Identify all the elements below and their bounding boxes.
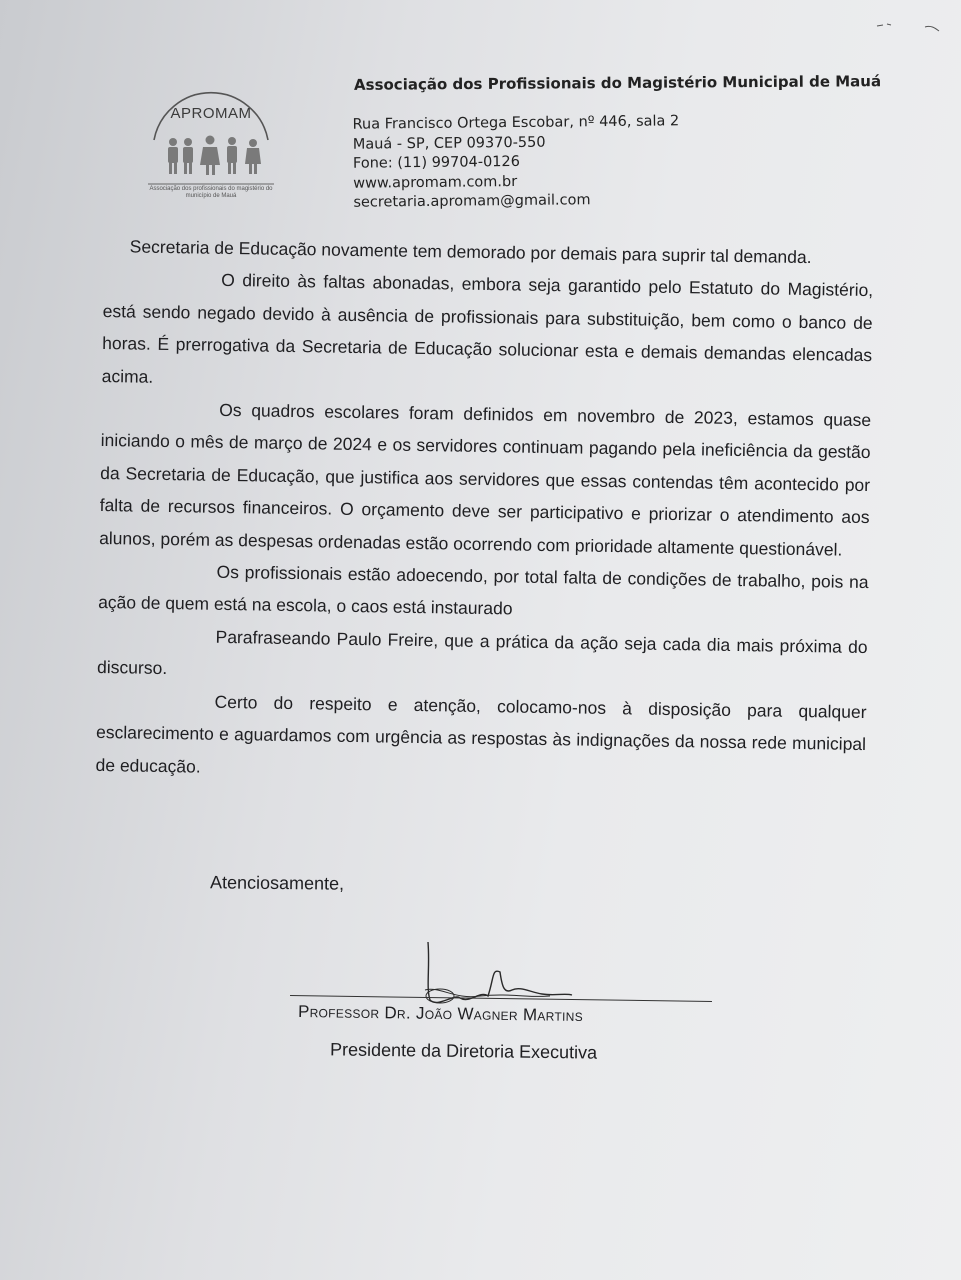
- paragraph-2: O direito às faltas abonadas, embora seja garantido pelo Estatuto do Magistério, está sendo negado devido à ausência de profissionais para substituição, bem como o banco de horas. É prerrogativa da Secretaria de Educação solucionar esta e demais demandas elencadas acima.: [101, 270, 874, 387]
- logo-subtitle: Associação dos profissionais do magistério do município de Mauá: [149, 186, 273, 199]
- paragraph-4: Os profissionais estão adoecendo, por total falta de condições de trabalho, pois na ação de quem está na escola, o caos está instaurado: [97, 561, 869, 619]
- paragraph-1: Secretaria de Educação novamente tem demorado por demais para suprir tal demanda.: [129, 236, 812, 268]
- logo-graphic: [140, 74, 282, 204]
- closing-salutation: Atenciosamente,: [209, 872, 345, 894]
- paper-mark: [875, 18, 945, 38]
- signatory-name: Professor Dr. João Wagner Martins: [297, 1002, 584, 1025]
- paragraph-6: Certo do respeito e atenção, colocamo-nos à disposição para qualquer esclarecimento e aguardamos com urgência as respostas às indignações da nossa rede municipal de educação.: [95, 691, 867, 777]
- apromam-logo: [140, 74, 282, 204]
- address-line: Rua Francisco Ortega Escobar, nº 446, sala 2: [352, 113, 680, 133]
- contact-block: [352, 112, 680, 213]
- organization-title: Associação dos Profissionais do Magistério Municipal de Mauá: [353, 72, 882, 94]
- paragraph-3: Os quadros escolares foram definidos em novembro de 2023, estamos quase iniciando o mês de março de 2024 e os servidores continuam pagando pela ineficiência da gestão da Secretaria de Educação, que justifica aos servidores que essas contendas têm acontecido por falta de recursos financeiros. O orçamento deve ser participativo e priorizar o atendimento aos alunos, porém as despesas ordenadas estão ocorrendo com prioridade altamente questionável.: [99, 399, 872, 560]
- phone-line: Fone: (11) 99704-0126: [352, 153, 521, 172]
- paragraph-5: Parafraseando Paulo Freire, que a prática da ação seja cada dia mais próxima do discurso.: [96, 626, 868, 679]
- website-link[interactable]: www.apromam.com.br: [353, 173, 518, 192]
- signatory-role: Presidente da Diretoria Executiva: [329, 1039, 598, 1063]
- email-link[interactable]: secretaria.apromam@gmail.com: [353, 192, 591, 211]
- logo-name: APROMAM: [170, 105, 252, 122]
- letter-body: [95, 230, 874, 793]
- city-line: Mauá - SP, CEP 09370-550: [352, 134, 546, 153]
